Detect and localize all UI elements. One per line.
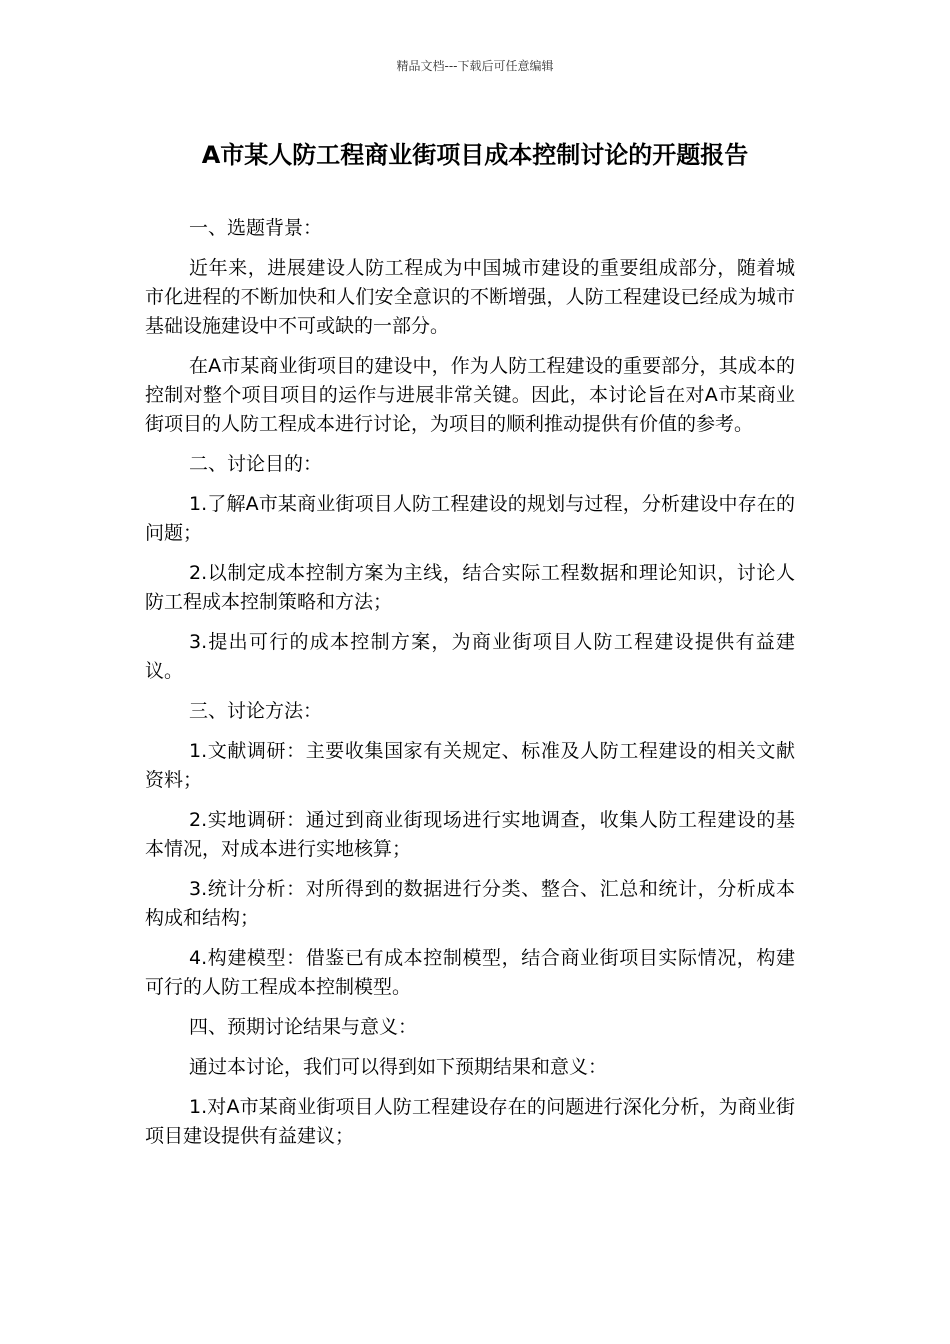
section-heading-methods: 三、讨论方法： <box>189 700 323 722</box>
list-item: 1.文献调研：主要收集国家有关规定、标准及人防工程建设的相关文献资料； <box>145 740 795 791</box>
list-item: 2.以制定成本控制方案为主线，结合实际工程数据和理论知识，讨论人防工程成本控制策略和方法； <box>145 562 795 613</box>
list-item: 2.实地调研：通过到商业街现场进行实地调查，收集人防工程建设的基本情况，对成本进行实地核算； <box>145 809 795 860</box>
section-heading-background: 一、选题背景： <box>189 217 323 239</box>
list-item: 1.了解A市某商业街项目人防工程建设的规划与过程，分析建设中存在的问题； <box>145 493 795 544</box>
list-item: 3.提出可行的成本控制方案，为商业街项目人防工程建设提供有益建议。 <box>145 631 795 682</box>
list-item: 4.构建模型：借鉴已有成本控制模型，结合商业街项目实际情况，构建可行的人防工程成本控制模型。 <box>145 947 795 998</box>
header-note: 精品文档---下载后可任意编辑 <box>396 59 554 73</box>
section-heading-expected-results: 四、预期讨论结果与意义： <box>189 1016 418 1038</box>
paragraph: 通过本讨论，我们可以得到如下预期结果和意义： <box>189 1056 608 1078</box>
paragraph: 在A市某商业街项目的建设中，作为人防工程建设的重要部分，其成本的控制对整个项目项目的运作与进展非常关键。因此，本讨论旨在对A市某商业街项目的人防工程成本进行讨论，为项目的顺利推动提供有价值的参考。 <box>145 355 795 435</box>
list-item: 1.对A市某商业街项目人防工程建设存在的问题进行深化分析，为商业街项目建设提供有益建议； <box>145 1096 795 1147</box>
paragraph: 近年来，进展建设人防工程成为中国城市建设的重要组成部分，随着城市化进程的不断加快和人们安全意识的不断增强，人防工程建设已经成为城市基础设施建设中不可或缺的一部分。 <box>145 257 795 337</box>
document-body <box>145 214 795 1162</box>
document-title: A市某人防工程商业街项目成本控制讨论的开题报告 <box>201 141 749 169</box>
list-item: 3.统计分析：对所得到的数据进行分类、整合、汇总和统计，分析成本构成和结构； <box>145 878 795 929</box>
section-heading-purpose: 二、讨论目的： <box>189 453 323 475</box>
